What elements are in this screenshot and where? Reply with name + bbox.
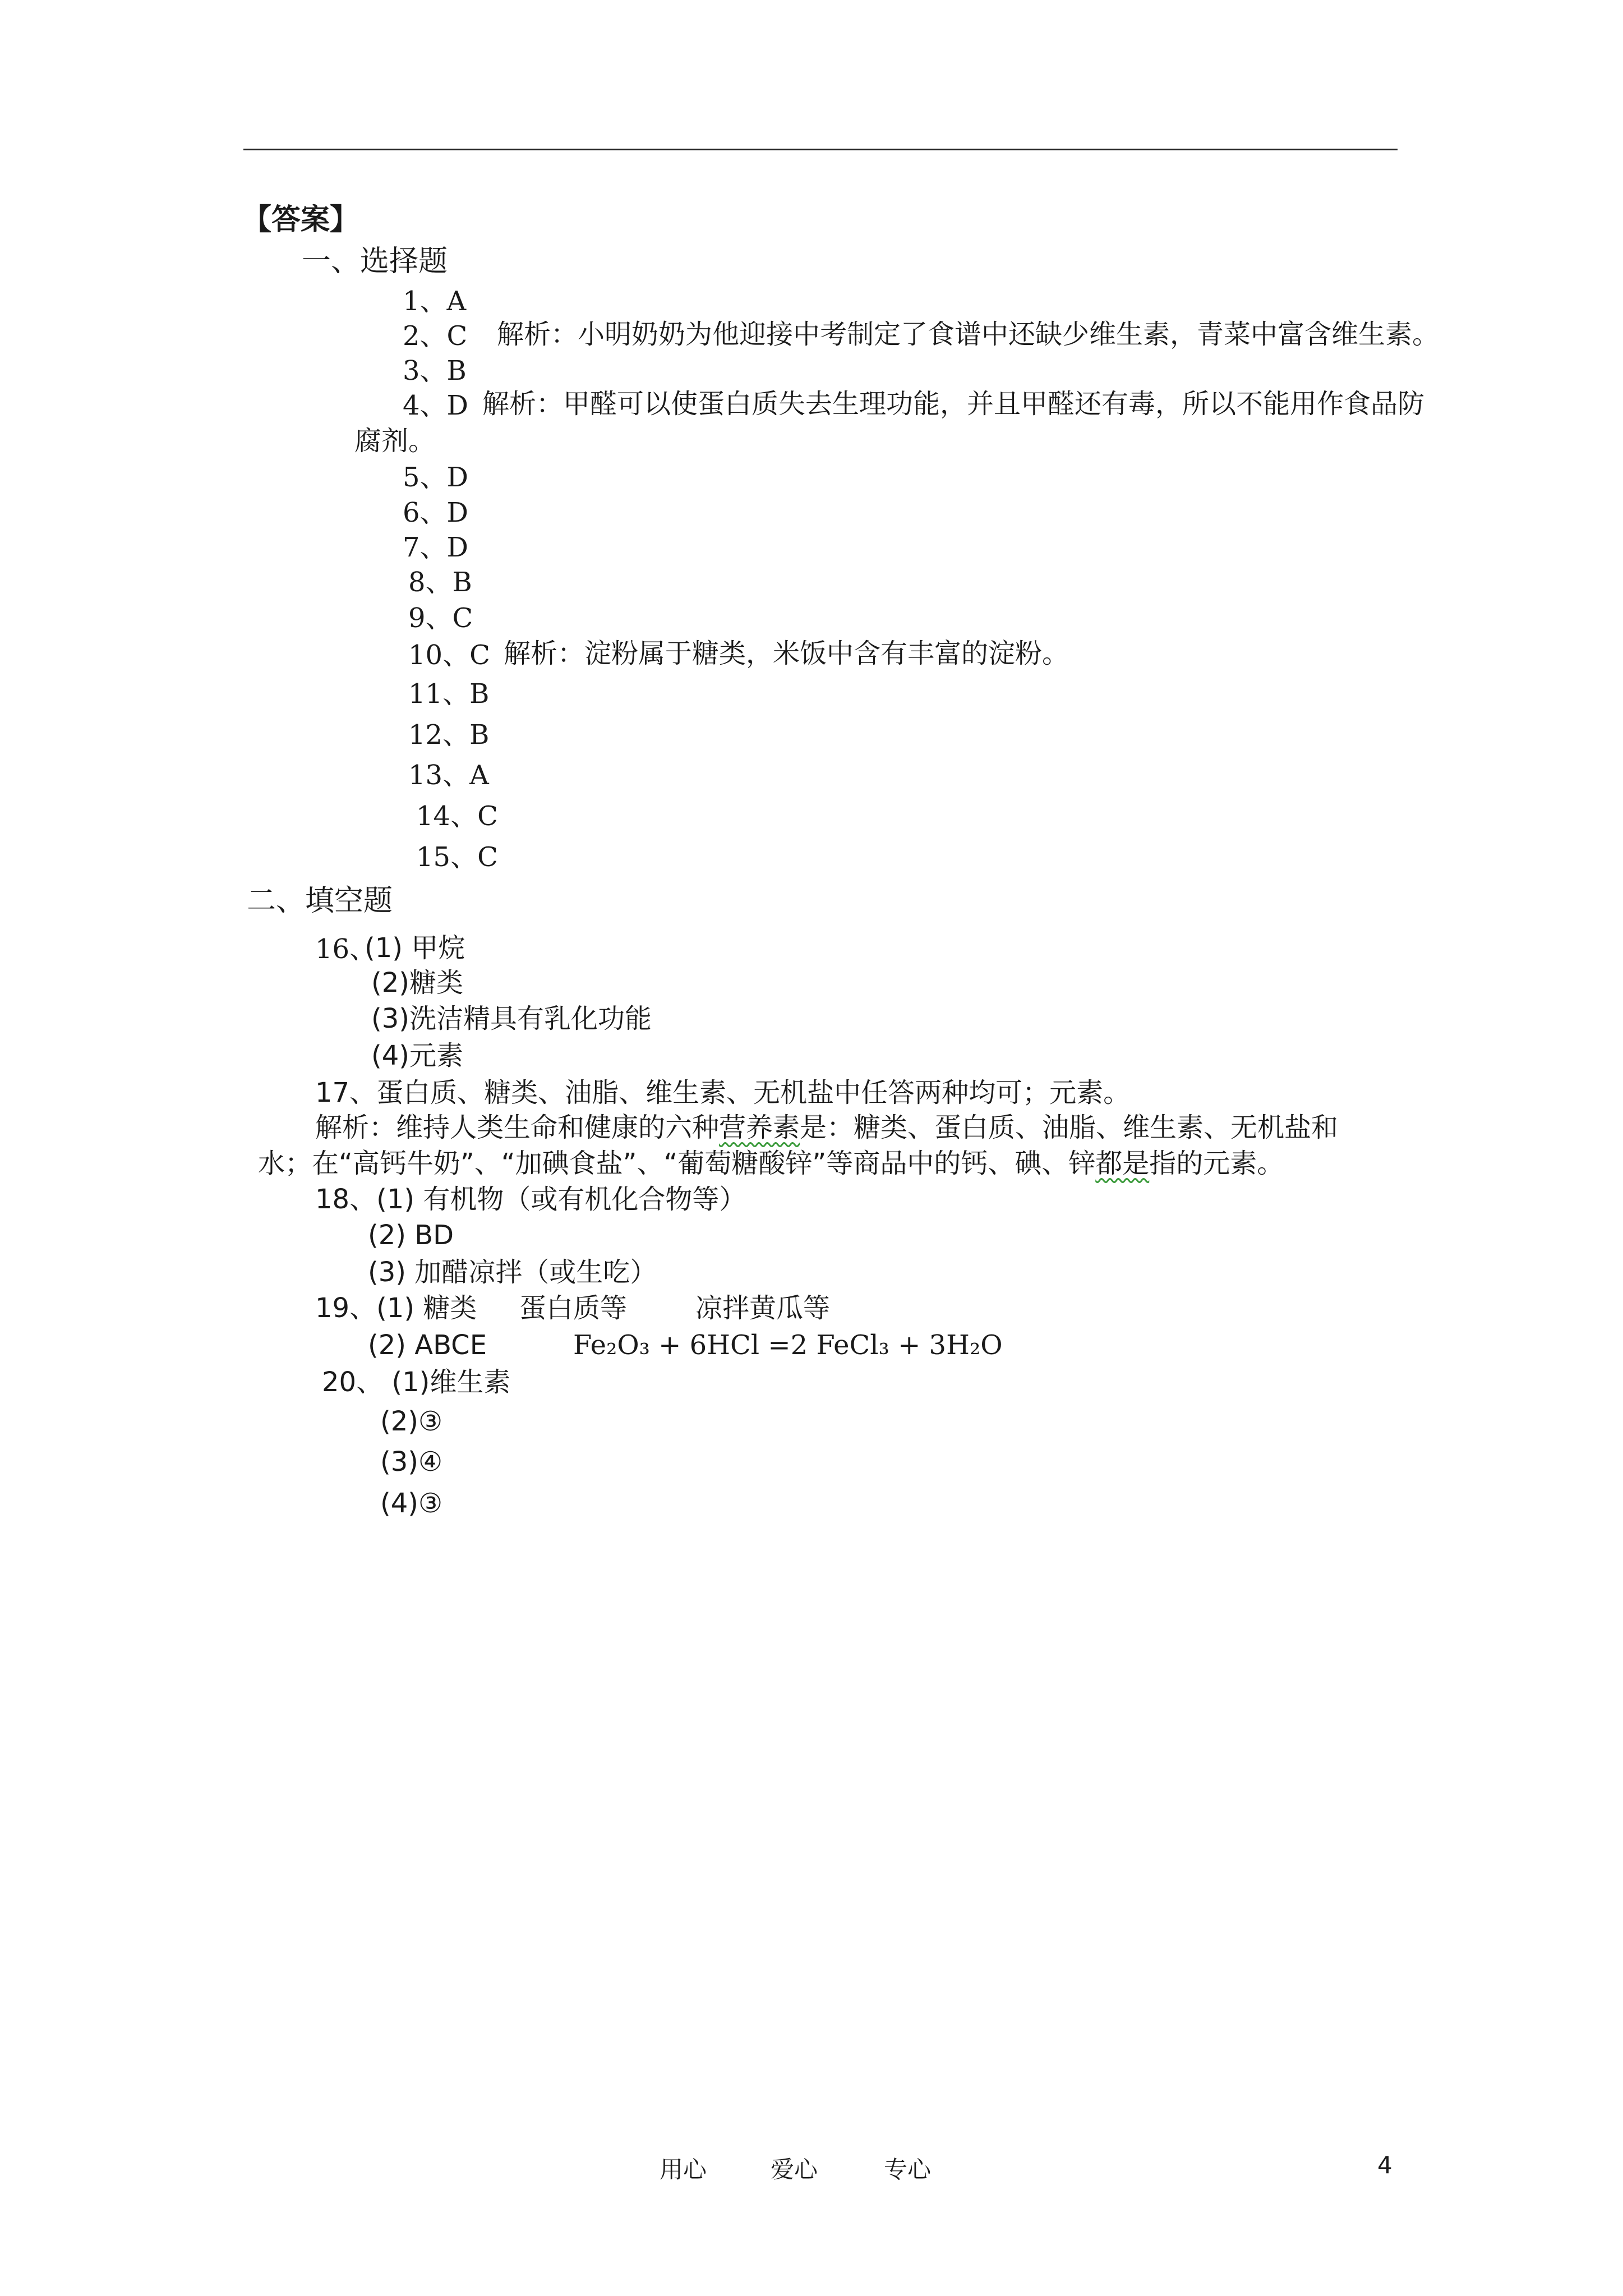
q17-answer: 17、蛋白质、糖类、油脂、维生素、无机盐中任答两种均可；元素。	[315, 1077, 1131, 1108]
answer-4: 4、D	[403, 390, 469, 421]
answer-title: 【答案】	[242, 203, 359, 237]
answer-15: 15、C	[416, 841, 498, 873]
section1-heading: 一、选择题	[302, 245, 448, 278]
q17-analysis-2c: 指的元素。	[1149, 1148, 1284, 1179]
answer-9: 9、C	[408, 602, 473, 634]
answer-2: 2、C	[403, 320, 468, 352]
answer-2-analysis: 解析：小明奶奶为他迎接中考制定了食谱中还缺少维生素，青菜中富含维生素。	[497, 319, 1440, 350]
answer-1: 1、A	[403, 286, 467, 317]
q17-analysis-1a: 解析：维持人类生命和健康的六种	[315, 1112, 720, 1143]
q16-answer-3: (3)洗洁精具有乳化功能	[371, 1003, 652, 1034]
answer-7: 7、D	[403, 532, 469, 563]
answer-11: 11、B	[408, 678, 490, 710]
answer-10: 10、C	[408, 639, 490, 671]
answer-10-analysis: 解析：淀粉属于糖类，米饭中含有丰富的淀粉。	[504, 638, 1069, 669]
answer-13: 13、A	[408, 760, 489, 791]
answer-8: 8、B	[408, 567, 472, 598]
answer-4-analysis-cont: 腐剂。	[354, 425, 436, 457]
q16-answer-2: (2)糖类	[371, 967, 463, 999]
q18-answer-1: 18、(1) 有机物（或有机化合物等）	[315, 1184, 746, 1215]
answer-14: 14、C	[416, 800, 498, 832]
q18-answer-2: (2) BD	[368, 1220, 454, 1251]
q19-answer-1b: 蛋白质等	[519, 1292, 628, 1324]
q19-answer-1c: 凉拌黄瓜等	[695, 1292, 831, 1324]
q20-answer-2: (2)③	[380, 1406, 443, 1437]
q16-number: 16、	[315, 933, 377, 965]
q17-analysis-2a: 水；在“高钙牛奶”、“加碘食盐”、“葡萄糖酸锌”等商品中的钙、碘、锌	[258, 1148, 1096, 1179]
answer-3: 3、B	[403, 355, 467, 386]
q17-analysis-1c: 是：糖类、蛋白质、油脂、维生素、无机盐和	[800, 1112, 1339, 1143]
page-number: 4	[1377, 2151, 1393, 2179]
q20-answer-1: 20、 (1)维生素	[322, 1366, 511, 1398]
header-rule	[243, 149, 1398, 150]
answer-12: 12、B	[408, 719, 490, 751]
q19-answer-1: 19、(1) 糖类	[315, 1292, 477, 1324]
q17-analysis-1b: 营养素	[719, 1112, 800, 1143]
footer-word-1: 用心	[660, 2156, 707, 2183]
q17-analysis-line-1	[315, 1114, 1338, 1141]
q17-analysis-line-2	[258, 1150, 1284, 1177]
q16-answer-4: (4)元素	[371, 1040, 463, 1071]
q17-analysis-2b: 都是	[1095, 1148, 1150, 1179]
answer-4-analysis: 解析：甲醛可以使蛋白质失去生理功能，并且甲醛还有毒，所以不能用作食品防	[482, 388, 1425, 420]
answer-5: 5、D	[403, 462, 469, 493]
q19-equation: Fe₂O₃ + 6HCl =2 FeCl₃ + 3H₂O	[573, 1329, 1003, 1361]
q18-answer-3: (3) 加醋凉拌（或生吃）	[368, 1257, 657, 1288]
q20-answer-4: (4)③	[380, 1488, 443, 1519]
answer-6: 6、D	[403, 497, 469, 528]
footer-word-3: 专心	[884, 2156, 932, 2183]
q16-answer-1: (1) 甲烷	[365, 932, 465, 964]
section2-heading: 二、填空题	[247, 884, 393, 918]
footer-word-2: 爱心	[771, 2156, 818, 2183]
q19-answer-2: (2) ABCE	[368, 1329, 487, 1361]
q20-answer-3: (3)④	[380, 1446, 443, 1478]
